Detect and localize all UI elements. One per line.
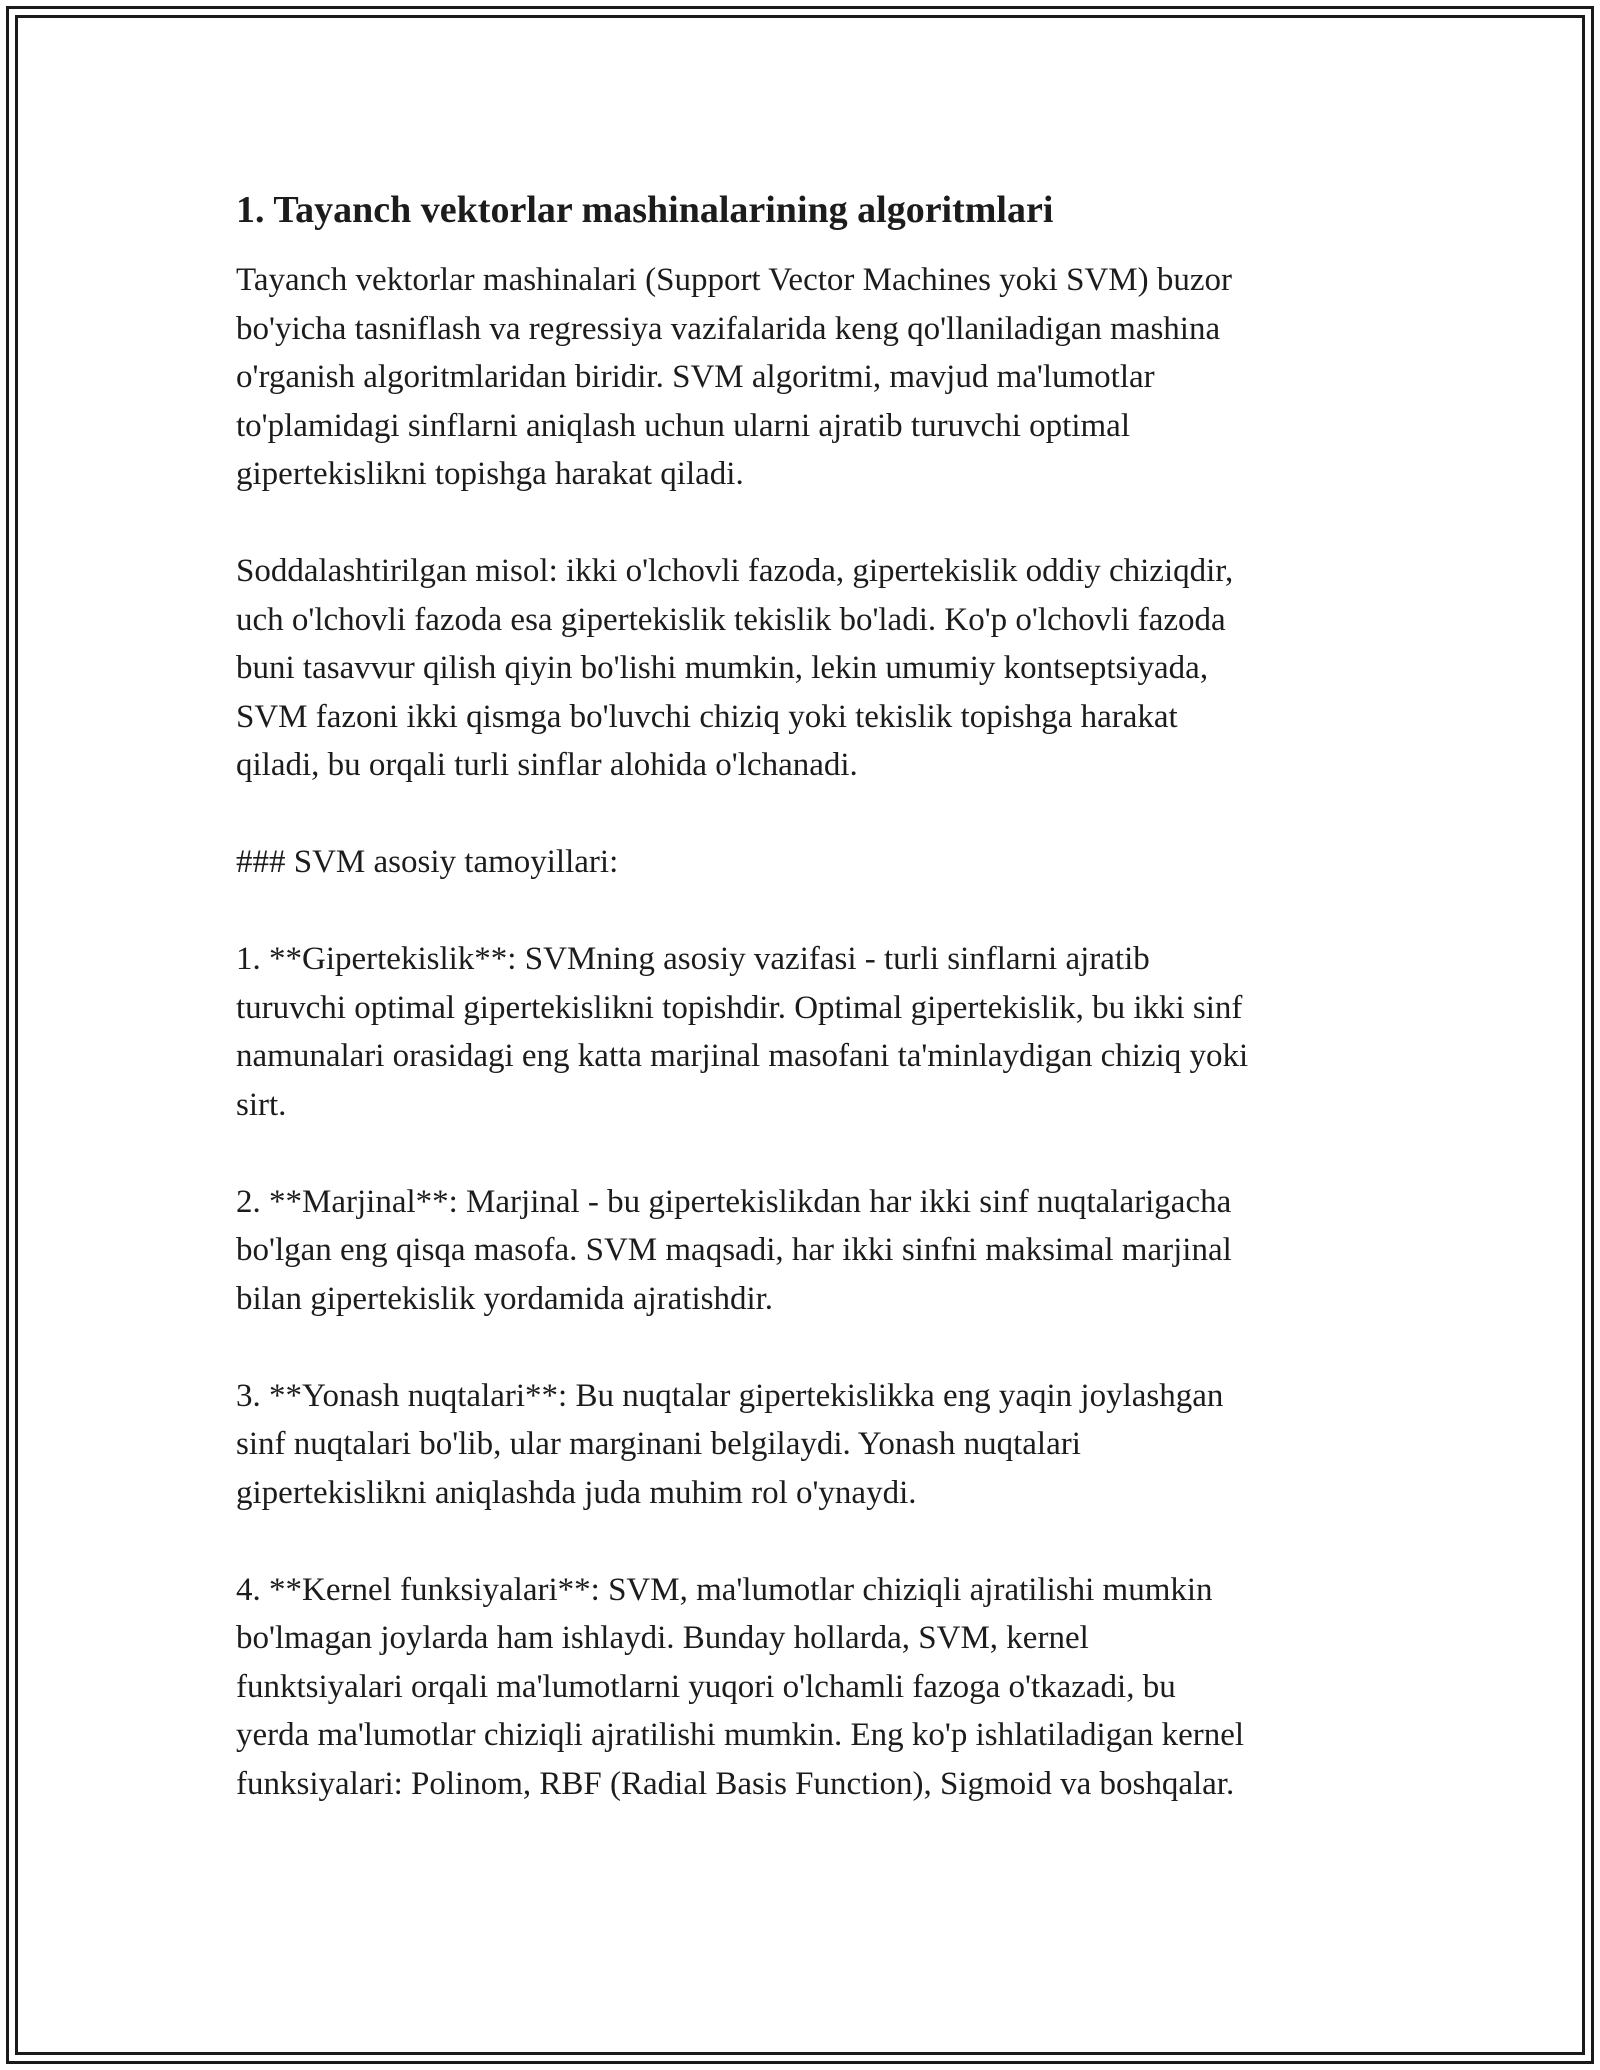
list-item-support-points: 3. **Yonash nuqtalari**: Bu nuqtalar gipertekislikka eng yaqin joylashgan sinf nuqtalari bo'lib, ular marginani belgilaydi. Yonash nuqtalari gipertekislikni aniqlashda juda muhim rol o'ynaydi. (236, 1377, 1224, 1511)
list-item-kernel: 4. **Kernel funksiyalari**: SVM, ma'lumotlar chiziqli ajratilishi mumkin bo'lmagan joylarda ham ishlaydi. Bunday hollarda, SVM, kernel funktsiyalari orqali ma'lumotlarni yuqori o'lchamli fazoga o'tkazadi, bu yerda ma'lumotlar chiziqli ajratilishi mumkin. Eng ko'p ishlatiladigan kernel funksiyalari: Polinom, RBF (Radial Basis Function), Sigmoid va boshqalar. (236, 1571, 1245, 1802)
list-item-hyperplane: 1. **Gipertekislik**: SVMning asosiy vazifasi - turli sinflarni ajratib turuvchi optimal gipertekislikni topishdir. Optimal gipertekislik, bu ikki sinf namunalari orasidagi eng katta marjinal masofani ta'minlaydigan chiziq yoki sirt. (236, 941, 1249, 1123)
document-body (236, 186, 1376, 1857)
list-item-margin: 2. **Marjinal**: Marjinal - bu gipertekislikdan har ikki sinf nuqtalarigacha bo'lgan eng qisqa masofa. SVM maqsadi, har ikki sinfni maksimal marjinal bilan gipertekislik yordamida ajratishdir. (236, 1183, 1232, 1317)
paragraph-example: Soddalashtirilgan misol: ikki o'lchovli fazoda, gipertekislik oddiy chiziqdir, uch o'lchovli fazoda esa gipertekislik tekislik bo'ladi. Ko'p o'lchovli fazoda buni tasavvur qilish qiyin bo'lishi mumkin, lekin umumiy kontseptsiyada, SVM fazoni ikki qismga bo'luvchi chiziq yoki tekislik topishga harakat qiladi, bu orqali turli sinflar alohida o'lchanadi. (236, 553, 1234, 783)
document-title: 1. Tayanch vektorlar mashinalarining algoritmlari (236, 189, 1054, 231)
paragraph-intro: Tayanch vektorlar mashinalari (Support Vector Machines yoki SVM) buzor bo'yicha tasniflash va regressiya vazifalarida keng qo'llaniladigan mashina o'rganish algoritmlaridan biridir. SVM algoritmi, mavjud ma'lumotlar to'plamidagi sinflarni aniqlash uchun ularni ajratib turuvchi optimal gipertekislikni topishga harakat qiladi. (236, 262, 1232, 492)
section-heading: ### SVM asosiy tamoyillari: (236, 844, 619, 880)
